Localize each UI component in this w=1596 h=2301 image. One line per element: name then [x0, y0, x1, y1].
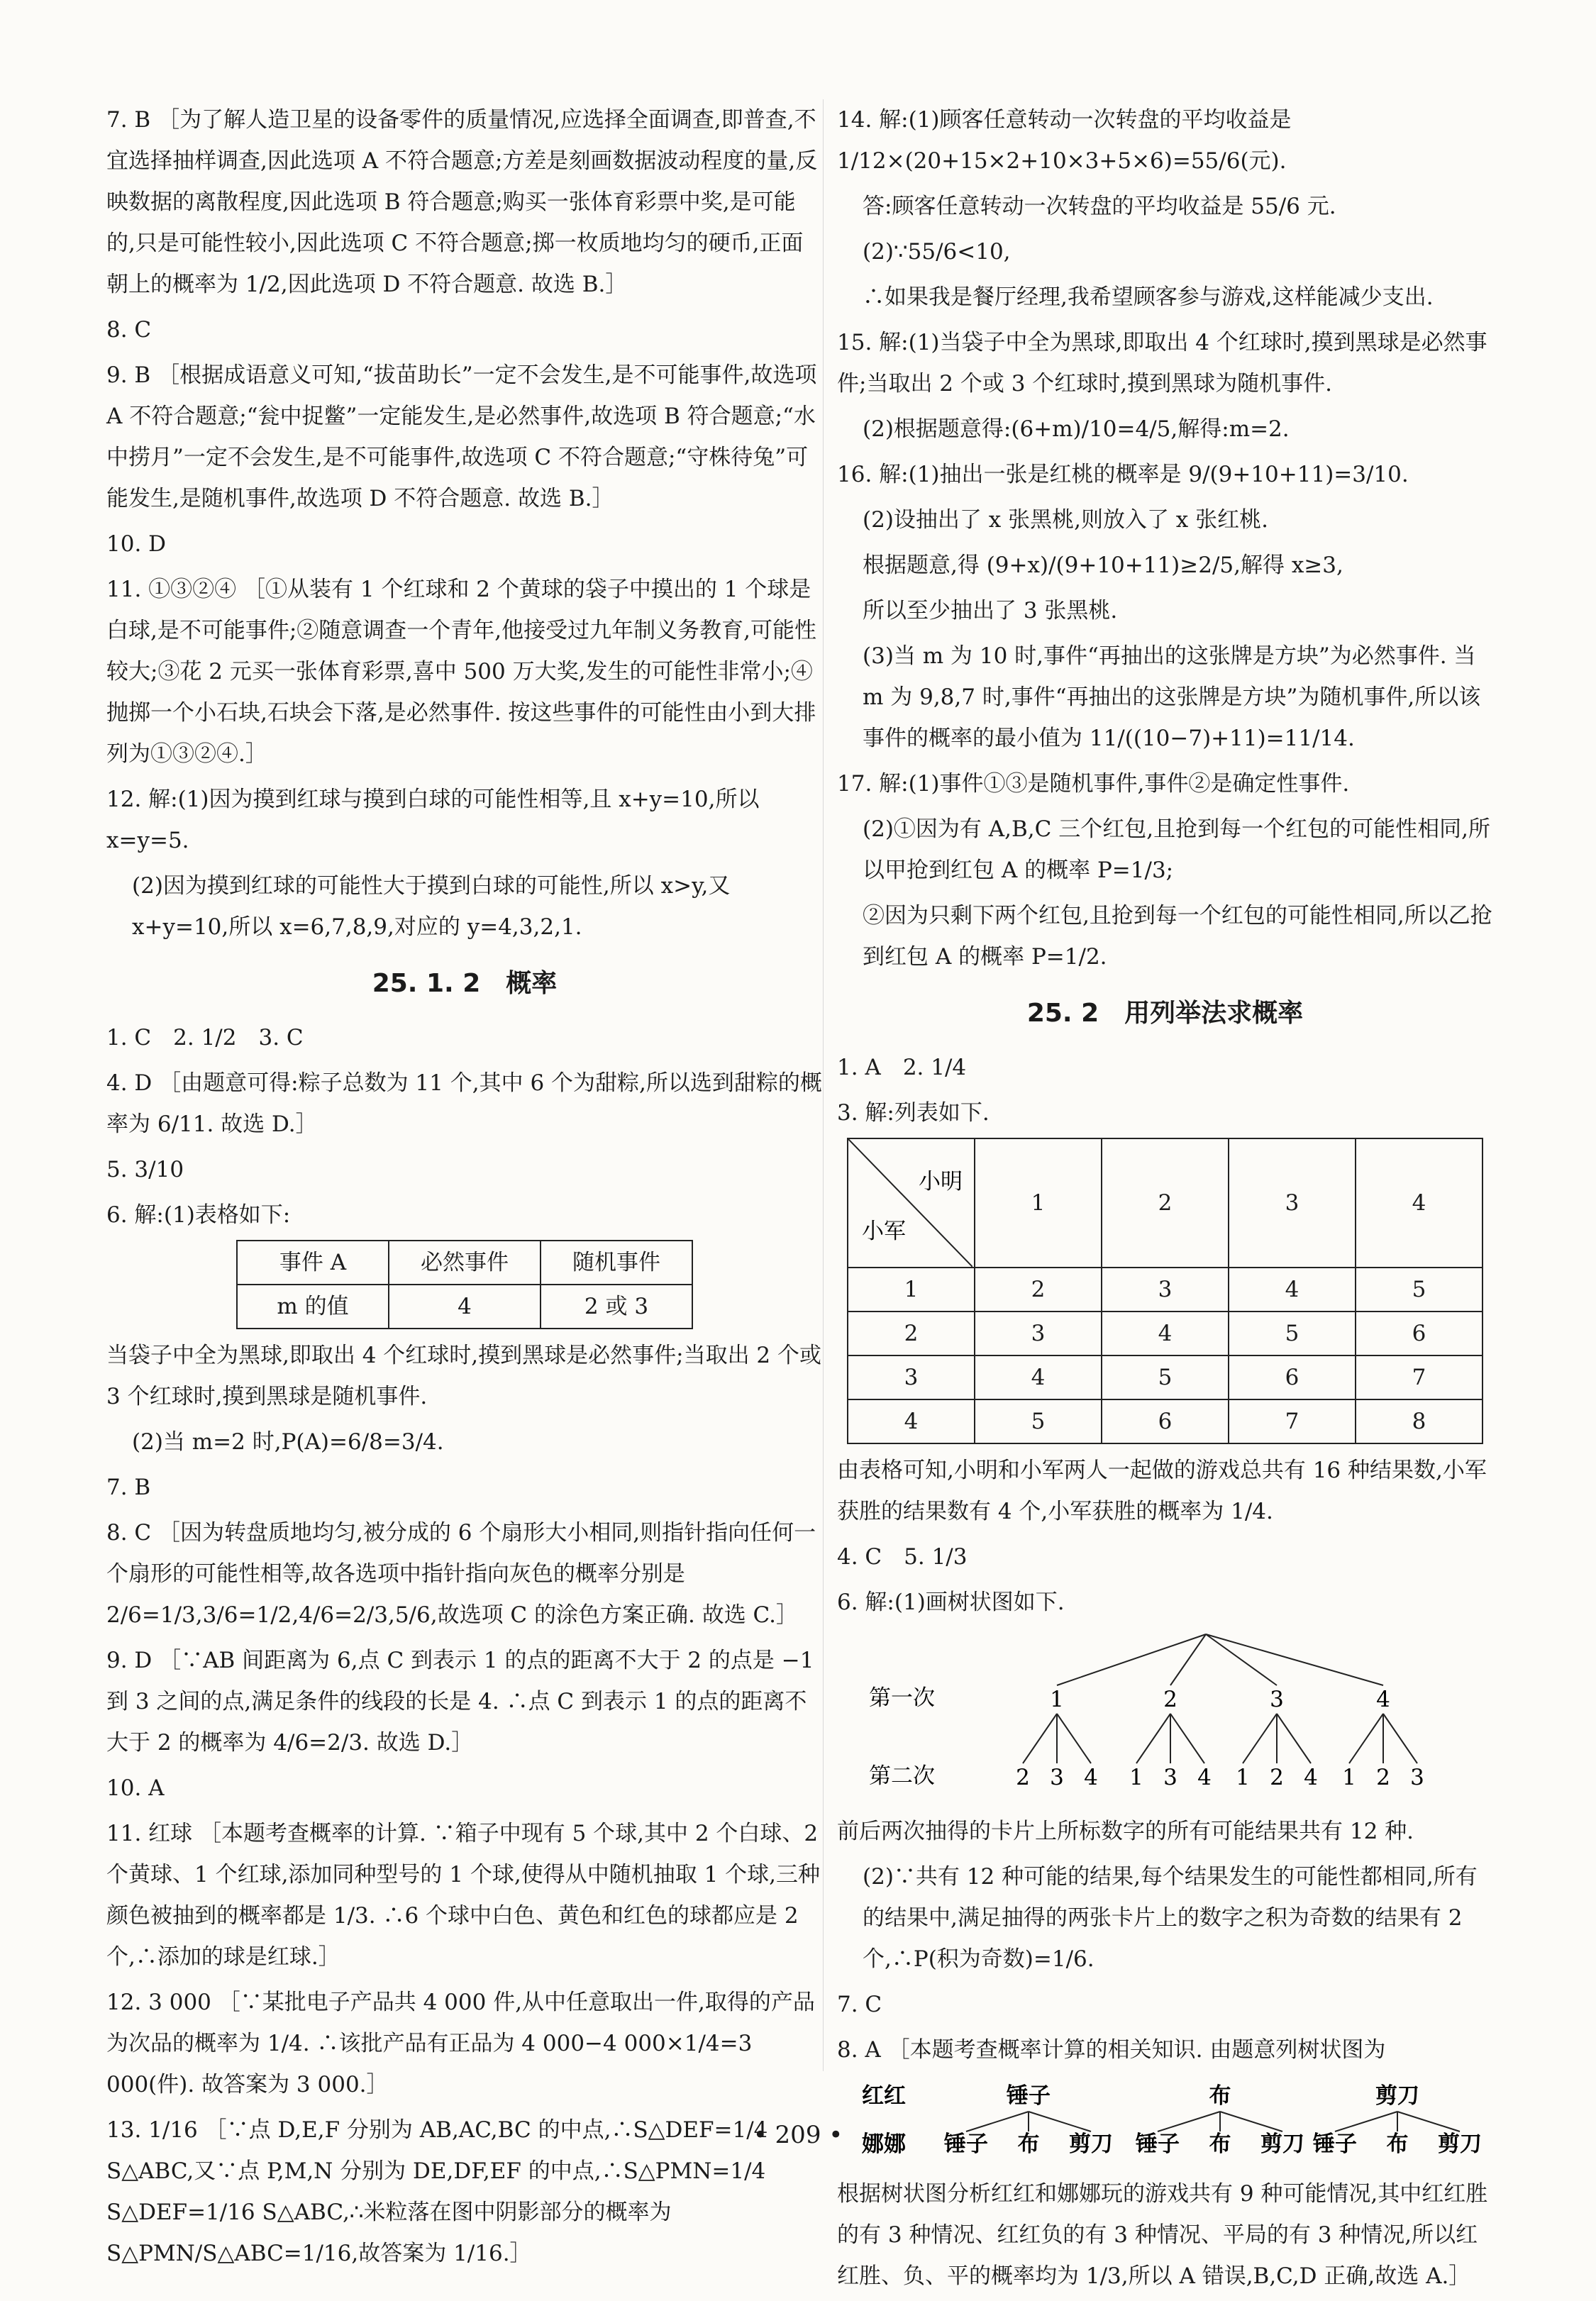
- tree-branch: [1349, 1714, 1383, 1763]
- tree2-node-bottom: 剪刀: [1069, 2131, 1113, 2157]
- tree-branch: [1170, 1714, 1204, 1763]
- table-cell: 2: [848, 1312, 975, 1355]
- table-cell: 6: [1229, 1355, 1356, 1399]
- answer-7: 7. B ［为了解人造卫星的设备零件的质量情况,应选择全面调查,即普查,不宜选择抽样调查,因此选项 A 不符合题意;方差是刻画数据波动程度的量,反映数据的离散程度,因此选项 B 符合题意;购买一张体育彩票中奖,是可能的,只是可能性较小,因此选项 C 不符合题意;掷一枚质地均匀的硬币,正面朝上的概率为 1/2,因此选项 D 不符合题意. 故选 B.］: [106, 107, 818, 297]
- answer-s13: 13. 1/16 ［∵点 D,E,F 分别为 AB,AC,BC 的中点,∴S△DEF=1/4 S△ABC,又∵点 P,M,N 分别为 DE,DF,EF 的中点,∴S△PMN=1/4 S△DEF=1/16 S△ABC,∴米粒落在图中阴影部分的概率为 S△PMN/S△ABC=1/16,故答案为 1/16.］: [106, 2117, 768, 2266]
- table-cell: 4: [848, 1399, 975, 1443]
- answer-17-part1: 17. 解:(1)事件①③是随机事件,事件②是确定性事件.: [837, 771, 1350, 797]
- table-cell: 2: [975, 1268, 1102, 1312]
- section-title-25-1-2: 25. 1. 2 概率: [372, 969, 558, 998]
- tree-node-first: 3: [1270, 1687, 1284, 1712]
- answer-15-part1: 15. 解:(1)当袋子中全为黑球,即取出 4 个红球时,摸到黑球是必然事件;当取出 2 个或 3 个红球时,摸到黑球为随机事件.: [837, 330, 1487, 397]
- tree2-node-top: 布: [1209, 2083, 1231, 2109]
- corner-label-bottom: 小军: [862, 1219, 906, 1244]
- answer-r8-analysis: 根据树状图分析红红和娜娜玩的游戏共有 9 种可能情况,其中红红胜的有 3 种情况、红红负的有 3 种情况、平局的有 3 种情况,所以红红胜、负、平的概率均为 1/3,所以 A 错误,B,C,D 正确,故选 A.］: [837, 2181, 1488, 2289]
- tree-node-second: 1: [1236, 1765, 1250, 1790]
- tree2-node-bottom: 布: [1209, 2131, 1231, 2157]
- tree2-node-top: 锤子: [1007, 2083, 1051, 2109]
- table-cell: 7: [1356, 1355, 1483, 1399]
- table-row: [237, 1241, 692, 1285]
- tree2-node-bottom: 布: [1386, 2131, 1409, 2157]
- tree-node-second: 2: [1270, 1765, 1284, 1790]
- tree2-player-top: 红红: [862, 2083, 906, 2109]
- table-cell: 3: [975, 1312, 1102, 1355]
- answer-14-part1: 14. 解:(1)顾客任意转动一次转盘的平均收益是 1/12×(20+15×2+10×3+5×6)=55/6(元).: [837, 107, 1292, 174]
- answer-r6-part2: (2)∵共有 12 种可能的结果,每个结果发生的可能性都相同,所有的结果中,满足抽得的两张卡片上的数字之积为奇数的结果有 2 个,∴P(积为奇数)=1/6.: [863, 1864, 1478, 1972]
- table-corner-cell: [848, 1138, 975, 1268]
- table-cell: 3: [848, 1355, 975, 1399]
- table-cell: 4: [1102, 1312, 1229, 1355]
- table-cell: 5: [1356, 1268, 1483, 1312]
- answer-s6-body: 当袋子中全为黑球,即取出 4 个红球时,摸到黑球是必然事件;当取出 2 个或 3 个红球时,摸到黑球是随机事件.: [106, 1343, 822, 1409]
- right-column: [837, 99, 1493, 2301]
- answer-s4: 4. D ［由题意可得:粽子总数为 11 个,其中 6 个为甜粽,所以选到甜粽的概率为 6/11. 故选 D.］: [106, 1070, 822, 1137]
- table-cell: 1: [848, 1268, 975, 1312]
- answer-r4: 4. C 5. 1/3: [837, 1544, 968, 1570]
- answer-14-part2: (2)∵55/6<10,: [863, 239, 1011, 265]
- answer-9: 9. B ［根据成语意义可知,“拔苗助长”一定不会发生,是不可能事件,故选项 A 不符合题意;“瓮中捉鳖”一定能发生,是必然事件,故选项 B 符合题意;“水中捞月”一定不会发生,是不可能事件,故选项 C 不符合题意;“守株待兔”可能发生,是随机事件,故选项 D 不符合题意. 故选 B.］: [106, 362, 817, 511]
- tree-diagram-cards: [837, 1627, 1493, 1797]
- table-cell: 4: [389, 1285, 541, 1329]
- tree-label-first: 第一次: [869, 1685, 935, 1711]
- tree2-node-bottom: 锤子: [944, 2131, 988, 2157]
- answer-s9: 9. D ［∵AB 间距离为 6,点 C 到表示 1 的点的距离不大于 2 的点是 −1 到 3 之间的点,满足条件的线段的长是 4. ∴点 C 到表示 1 的点的距离不大于 2 的概率为 4/6=2/3. 故选 D.］: [106, 1648, 814, 1756]
- tree2-node-bottom: 布: [1017, 2131, 1040, 2157]
- tree-branch: [1136, 1714, 1170, 1763]
- answer-16-part1: 16. 解:(1)抽出一张是红桃的概率是 9/(9+10+11)=3/10.: [837, 462, 1409, 487]
- tree-branch: [1057, 1634, 1206, 1685]
- tree-branch: [1206, 1634, 1383, 1685]
- tree-node-first: 4: [1376, 1687, 1390, 1712]
- table-header-cell: 2: [1102, 1138, 1229, 1268]
- tree-branch: [1383, 1714, 1417, 1763]
- answer-r7: 7. C: [837, 1992, 882, 2017]
- table-row: [237, 1285, 692, 1329]
- page-number: • 209 •: [753, 2121, 843, 2149]
- event-table: [236, 1240, 693, 1329]
- table-row: [848, 1312, 1483, 1355]
- tree-node-second: 3: [1163, 1765, 1177, 1790]
- answer-r6-intro: 6. 解:(1)画树状图如下.: [837, 1590, 1065, 1615]
- corner-label-top: 小明: [919, 1169, 963, 1194]
- answer-16-part3: (3)当 m 为 10 时,事件“再抽出的这张牌是方块”为必然事件. 当 m 为 9,8,7 时,事件“再抽出的这张牌是方块”为随机事件,所以该事件的概率的最小值为 11/((10−7)+11)=11/14.: [863, 643, 1481, 751]
- tree-branch: [1023, 1714, 1057, 1763]
- tree2-node-bottom: 剪刀: [1438, 2131, 1482, 2157]
- answer-17-part2a: (2)①因为有 A,B,C 三个红包,且抢到每一个红包的可能性相同,所以甲抢到红包 A 的概率 P=1/3;: [863, 816, 1490, 883]
- table-row: [848, 1138, 1483, 1268]
- answer-17-part2b: ②因为只剩下两个红包,且抢到每一个红包的可能性相同,所以乙抢到红包 A 的概率 P=1/2.: [863, 903, 1492, 970]
- table-header-cell: 1: [975, 1138, 1102, 1268]
- answer-s7: 7. B: [106, 1475, 151, 1500]
- table-cell: 事件 A: [237, 1241, 389, 1285]
- tree-node-second: 4: [1084, 1765, 1098, 1790]
- table-cell: 3: [1102, 1268, 1229, 1312]
- answer-10: 10. D: [106, 531, 167, 557]
- tree2-node-bottom: 剪刀: [1260, 2131, 1304, 2157]
- table-row: [848, 1399, 1483, 1443]
- answer-r3-body: 由表格可知,小明和小军两人一起做的游戏总共有 16 种结果数,小军获胜的结果数有 4 个,小军获胜的概率为 1/4.: [837, 1458, 1487, 1524]
- answer-11: 11. ①③②④ ［①从装有 1 个红球和 2 个黄球的袋子中摸出的 1 个球是白球,是不可能事件;②随意调查一个青年,他接受过九年制义务教育,可能性较大;③花 2 元买一张体育彩票,喜中 500 万大奖,发生的可能性非常小;④抛掷一个小石块,石块会下落,是必然事件. 按这些事件的可能性由小到大排列为①③②④.］: [106, 577, 817, 767]
- tree-branch: [1206, 1634, 1277, 1685]
- table-cell: m 的值: [237, 1285, 389, 1329]
- tree-node-second: 4: [1197, 1765, 1212, 1790]
- answer-s5: 5. 3/10: [106, 1157, 184, 1182]
- answer-r8: 8. A ［本题考查概率计算的相关知识. 由题意列树状图为: [837, 2037, 1386, 2063]
- section-title-25-2: 25. 2 用列举法求概率: [1026, 999, 1304, 1028]
- answer-16-equation: 根据题意,得 (9+x)/(9+10+11)≥2/5,解得 x≥3,: [863, 553, 1343, 578]
- tree2-node-bottom: 锤子: [1136, 2131, 1180, 2157]
- tree-node-second: 3: [1410, 1765, 1424, 1790]
- tree-branch: [1243, 1714, 1277, 1763]
- table-cell: 5: [1229, 1312, 1356, 1355]
- answer-15-part2: (2)根据题意得:(6+m)/10=4/5,解得:m=2.: [863, 416, 1290, 442]
- answer-16-part2: (2)设抽出了 x 张黑桃,则放入了 x 张红桃.: [863, 507, 1268, 533]
- table-header-cell: 4: [1356, 1138, 1483, 1268]
- answer-14-conclusion: 答:顾客任意转动一次转盘的平均收益是 55/6 元.: [863, 194, 1336, 219]
- table-cell: 6: [1102, 1399, 1229, 1443]
- tree-node-second: 1: [1342, 1765, 1356, 1790]
- table-row: [848, 1268, 1483, 1312]
- answer-16-result: 所以至少抽出了 3 张黑桃.: [863, 598, 1118, 623]
- table-row: [848, 1355, 1483, 1399]
- table-cell: 必然事件: [389, 1241, 541, 1285]
- left-column: [106, 99, 823, 2278]
- table-cell: 2 或 3: [541, 1285, 692, 1329]
- tree-node-second: 4: [1304, 1765, 1318, 1790]
- answer-8: 8. C: [106, 317, 152, 343]
- tree-branch: [1170, 1634, 1206, 1685]
- tree-branch: [1057, 1714, 1091, 1763]
- tree-node-second: 2: [1016, 1765, 1030, 1790]
- table-cell: 随机事件: [541, 1241, 692, 1285]
- answer-14-part2-conclusion: ∴如果我是餐厅经理,我希望顾客参与游戏,这样能减少支出.: [863, 284, 1434, 310]
- answer-s6-intro: 6. 解:(1)表格如下:: [106, 1202, 291, 1228]
- answer-s6-part2: (2)当 m=2 时,P(A)=6/8=3/4.: [132, 1429, 444, 1455]
- column-divider: [823, 99, 824, 2071]
- outcome-table: [847, 1138, 1483, 1444]
- answer-s1: 1. C 2. 1/2 3. C: [106, 1025, 304, 1050]
- answer-12-part2: (2)因为摸到红球的可能性大于摸到白球的可能性,所以 x>y,又 x+y=10,所以 x=6,7,8,9,对应的 y=4,3,2,1.: [132, 873, 731, 940]
- tree2-node-top: 剪刀: [1375, 2083, 1419, 2109]
- answer-s10: 10. A: [106, 1775, 165, 1801]
- answer-s12: 12. 3 000 ［∵某批电子产品共 4 000 件,从中任意取出一件,取得的产品为次品的概率为 1/4. ∴该批产品有正品为 4 000−4 000×1/4=3 000(件). 故答案为 3 000.］: [106, 1990, 815, 2097]
- corner-diagonal: [848, 1139, 972, 1267]
- answer-12-part1: 12. 解:(1)因为摸到红球与摸到白球的可能性相等,且 x+y=10,所以 x=y=5.: [106, 787, 760, 853]
- tree-label-second: 第二次: [869, 1763, 935, 1789]
- table-cell: 5: [1102, 1355, 1229, 1399]
- table-cell: 4: [975, 1355, 1102, 1399]
- tree-node-second: 1: [1129, 1765, 1143, 1790]
- table-header-cell: 3: [1229, 1138, 1356, 1268]
- tree-branch: [1277, 1714, 1311, 1763]
- tree2-node-bottom: 锤子: [1313, 2131, 1357, 2157]
- table-cell: 5: [975, 1399, 1102, 1443]
- answer-r6-count: 前后两次抽得的卡片上所标数字的所有可能结果共有 12 种.: [837, 1819, 1414, 1844]
- answer-r3-intro: 3. 解:列表如下.: [837, 1100, 990, 1126]
- tree-node-first: 1: [1050, 1687, 1064, 1712]
- table-cell: 7: [1229, 1399, 1356, 1443]
- answer-s11: 11. 红球 ［本题考查概率的计算. ∵箱子中现有 5 个球,其中 2 个白球、2 个黄球、1 个红球,添加同种型号的 1 个球,使得从中随机抽取 1 个球,三种颜色被抽到的概率都是 1/3. ∴6 个球中白色、黄色和红色的球都应是 2 个,∴添加的球是红球.］: [106, 1821, 820, 1970]
- tree-node-second: 2: [1376, 1765, 1390, 1790]
- tree2-player-bottom: 娜娜: [862, 2131, 906, 2157]
- table-cell: 6: [1356, 1312, 1483, 1355]
- tree-node-second: 3: [1050, 1765, 1064, 1790]
- answer-r1: 1. A 2. 1/4: [837, 1055, 967, 1080]
- table-cell: 8: [1356, 1399, 1483, 1443]
- tree-node-first: 2: [1163, 1687, 1177, 1712]
- answer-s8: 8. C ［因为转盘质地均匀,被分成的 6 个扇形大小相同,则指针指向任何一个扇形的可能性相等,故各选项中指针指向灰色的概率分别是 2/6=1/3,3/6=1/2,4/6=2/3,5/6,故选项 C 的涂色方案正确. 故选 C.］: [106, 1520, 816, 1628]
- table-cell: 4: [1229, 1268, 1356, 1312]
